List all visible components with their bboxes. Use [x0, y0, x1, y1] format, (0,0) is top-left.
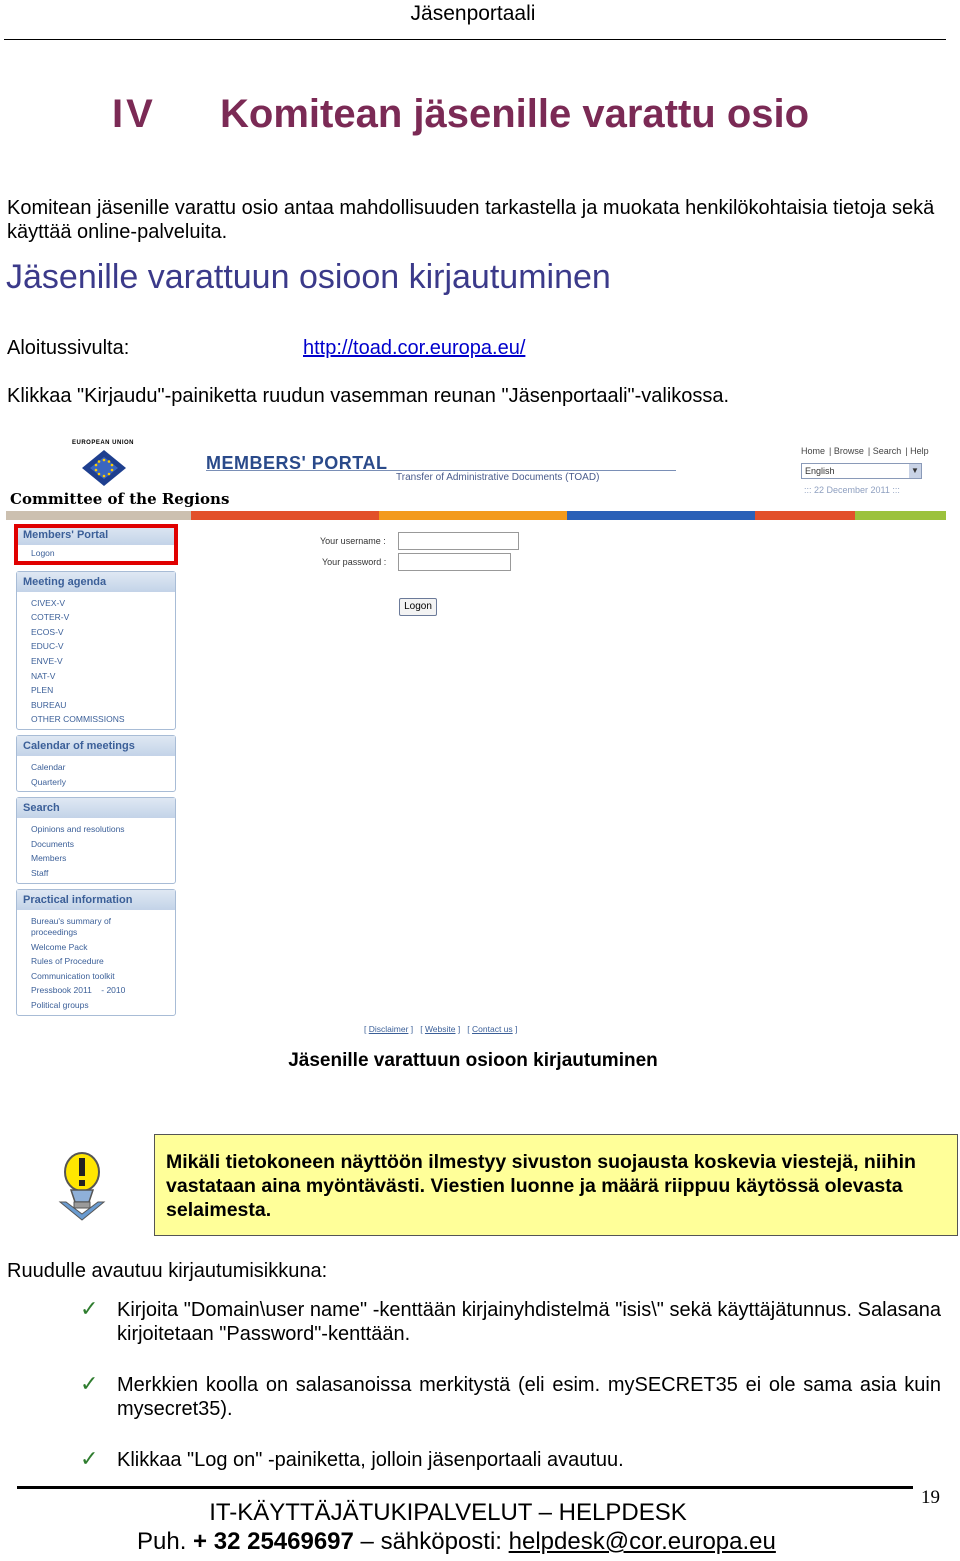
sidebar-item[interactable]: ENVE-V	[31, 655, 63, 666]
portal-sidebar	[16, 524, 176, 1021]
portal-subtitle: Transfer of Administrative Documents (TOAD)	[396, 472, 600, 483]
sidebar-item[interactable]: Welcome Pack	[31, 941, 88, 952]
chapter-number: IV	[112, 92, 156, 136]
contact-link[interactable]: Contact us	[472, 1024, 513, 1034]
color-bar	[6, 511, 946, 520]
portal-footer-links: [ Disclaimer ] [ Website ] [ Contact us ]	[364, 1024, 518, 1034]
nav-search[interactable]: Search	[872, 446, 902, 456]
sidebar-heading: Practical information	[17, 890, 175, 910]
logon-button[interactable]: Logon	[399, 598, 437, 616]
username-label: Your username :	[320, 536, 386, 546]
language-value: English	[805, 466, 835, 476]
checkmark-icon: ✓	[80, 1446, 99, 1471]
color-bar-segment	[755, 511, 855, 520]
sidebar-item[interactable]: OTHER COMMISSIONS	[31, 714, 125, 725]
checkmark-icon: ✓	[80, 1371, 99, 1396]
highlight-box	[14, 524, 178, 565]
color-bar-segment	[379, 511, 567, 520]
sidebar-item[interactable]: Documents	[31, 838, 74, 849]
section-heading: Jäsenille varattuun osioon kirjautuminen	[6, 258, 611, 296]
footer-phone-prefix: Puh.	[137, 1528, 187, 1555]
password-input[interactable]	[398, 553, 511, 571]
color-bar-segment	[6, 511, 191, 520]
sidebar-heading: Calendar of meetings	[17, 736, 175, 756]
bullet-item: Merkkien koolla on salasanoissa merkitystä (eli esim. mySECRET35 ei ole sama asia kuin mysecret35).	[117, 1374, 941, 1420]
disclaimer-link[interactable]: Disclaimer	[368, 1024, 409, 1034]
sidebar-item[interactable]: Opinions and resolutions	[31, 824, 125, 835]
chevron-down-icon: ▼	[909, 464, 921, 478]
portal-screenshot	[6, 432, 946, 1052]
sidebar-box-meeting-agenda	[16, 571, 176, 730]
sidebar-item[interactable]: CIVEX-V	[31, 597, 66, 608]
cor-logo	[8, 440, 230, 510]
sidebar-item[interactable]: Communication toolkit	[31, 970, 115, 981]
figure-caption: Jäsenille varattuun osioon kirjautuminen	[288, 1050, 658, 1071]
footer-contact	[137, 1528, 776, 1556]
sidebar-box-practical-info	[16, 889, 176, 1016]
sidebar-item[interactable]: Members	[31, 853, 67, 864]
lightbulb-icon	[52, 1150, 112, 1222]
bullet-item: Kirjoita "Domain\user name" -kenttään kirjainyhdistelmä "isis\" sekä käyttäjätunnus. Salasana kirjoitetaan "Password"-kenttään.	[117, 1299, 941, 1345]
sidebar-item[interactable]: Bureau's summary of	[31, 915, 112, 926]
footer-phone: + 32 25469697	[193, 1528, 354, 1555]
color-bar-segment	[567, 511, 755, 520]
sidebar-heading: Members' Portal	[17, 525, 175, 545]
org-name: Committee of the Regions	[10, 490, 230, 508]
sidebar-item[interactable]: ECOS-V	[31, 626, 64, 637]
portal-date: ::: 22 December 2011 :::	[804, 485, 900, 495]
eu-flag-icon	[78, 448, 130, 488]
footer-helpdesk: IT-KÄYTTÄJÄTUKIPALVELUT – HELPDESK	[209, 1499, 687, 1526]
start-label: Aloitussivulta:	[7, 337, 130, 359]
sidebar-item[interactable]: Political groups	[31, 1000, 89, 1011]
sidebar-item[interactable]: PLEN	[31, 685, 54, 696]
nav-browse[interactable]: Browse	[833, 446, 864, 456]
password-label: Your password :	[322, 557, 387, 567]
sidebar-item[interactable]: Calendar	[31, 761, 66, 772]
username-input[interactable]	[398, 532, 519, 550]
sidebar-item[interactable]: BUREAU	[31, 699, 67, 710]
instruction-text: Klikkaa "Kirjaudu"-painiketta ruudun vasemman reunan "Jäsenportaali"-valikossa.	[7, 385, 730, 407]
sidebar-heading: Meeting agenda	[17, 572, 175, 592]
nav-home[interactable]: Home	[801, 446, 826, 456]
chapter-title: Komitean jäsenille varattu osio	[220, 92, 810, 136]
color-bar-segment	[855, 511, 946, 520]
sidebar-item-logon[interactable]: Logon	[31, 548, 55, 558]
sidebar-item[interactable]: COTER-V	[31, 612, 70, 623]
sidebar-item[interactable]: proceedings	[31, 927, 78, 938]
language-select[interactable]	[801, 463, 922, 479]
footer-email-link[interactable]: helpdesk@cor.europa.eu	[508, 1528, 776, 1555]
bullet-item: Klikkaa "Log on" -painiketta, jolloin jäsenportaali avautuu.	[117, 1449, 624, 1471]
footer-divider	[17, 1486, 913, 1489]
intro-paragraph: Komitean jäsenille varattu osio antaa mahdollisuuden tarkastella ja muokata henkilökohtaisia tietoja sekä käyttää online-palveluita.	[7, 197, 935, 243]
sidebar-item[interactable]: Rules of Procedure	[31, 956, 104, 967]
sidebar-box-search	[16, 797, 176, 883]
login-window-intro: Ruudulle avautuu kirjautumisikkuna:	[7, 1260, 328, 1282]
sidebar-item[interactable]: Staff	[31, 867, 49, 878]
website-link[interactable]: Website	[424, 1024, 456, 1034]
checkmark-icon: ✓	[80, 1296, 99, 1321]
color-bar-segment	[191, 511, 379, 520]
portal-title: MEMBERS' PORTAL	[206, 453, 388, 473]
page-number: 19	[921, 1487, 940, 1508]
sidebar-heading: Search	[17, 798, 175, 818]
top-nav: Home | Browse | Search | Help	[801, 446, 929, 456]
tip-text: Mikäli tietokoneen näyttöön ilmestyy sivuston suojausta koskevia viestejä, niihin vastataan aina myöntävästi. Viestien luonne ja määrä riippuu käytössä olevasta selaimesta.	[166, 1151, 916, 1221]
sidebar-item[interactable]: NAT-V	[31, 670, 56, 681]
sidebar-item[interactable]: EDUC-V	[31, 641, 64, 652]
sidebar-box-calendar	[16, 735, 176, 792]
portal-title-rule	[206, 470, 676, 471]
sidebar-item[interactable]: Quarterly	[31, 776, 66, 787]
eu-label: EUROPEAN UNION	[72, 440, 135, 446]
start-url-link[interactable]: http://toad.cor.europa.eu/	[303, 337, 526, 359]
sidebar-item[interactable]: Pressbook 2011 - 2010	[31, 985, 126, 996]
page-header-title: Jäsenportaali	[410, 2, 536, 25]
footer-email-prefix: – sähköposti:	[360, 1528, 502, 1555]
header-divider	[4, 39, 946, 40]
nav-help[interactable]: Help	[910, 446, 929, 456]
